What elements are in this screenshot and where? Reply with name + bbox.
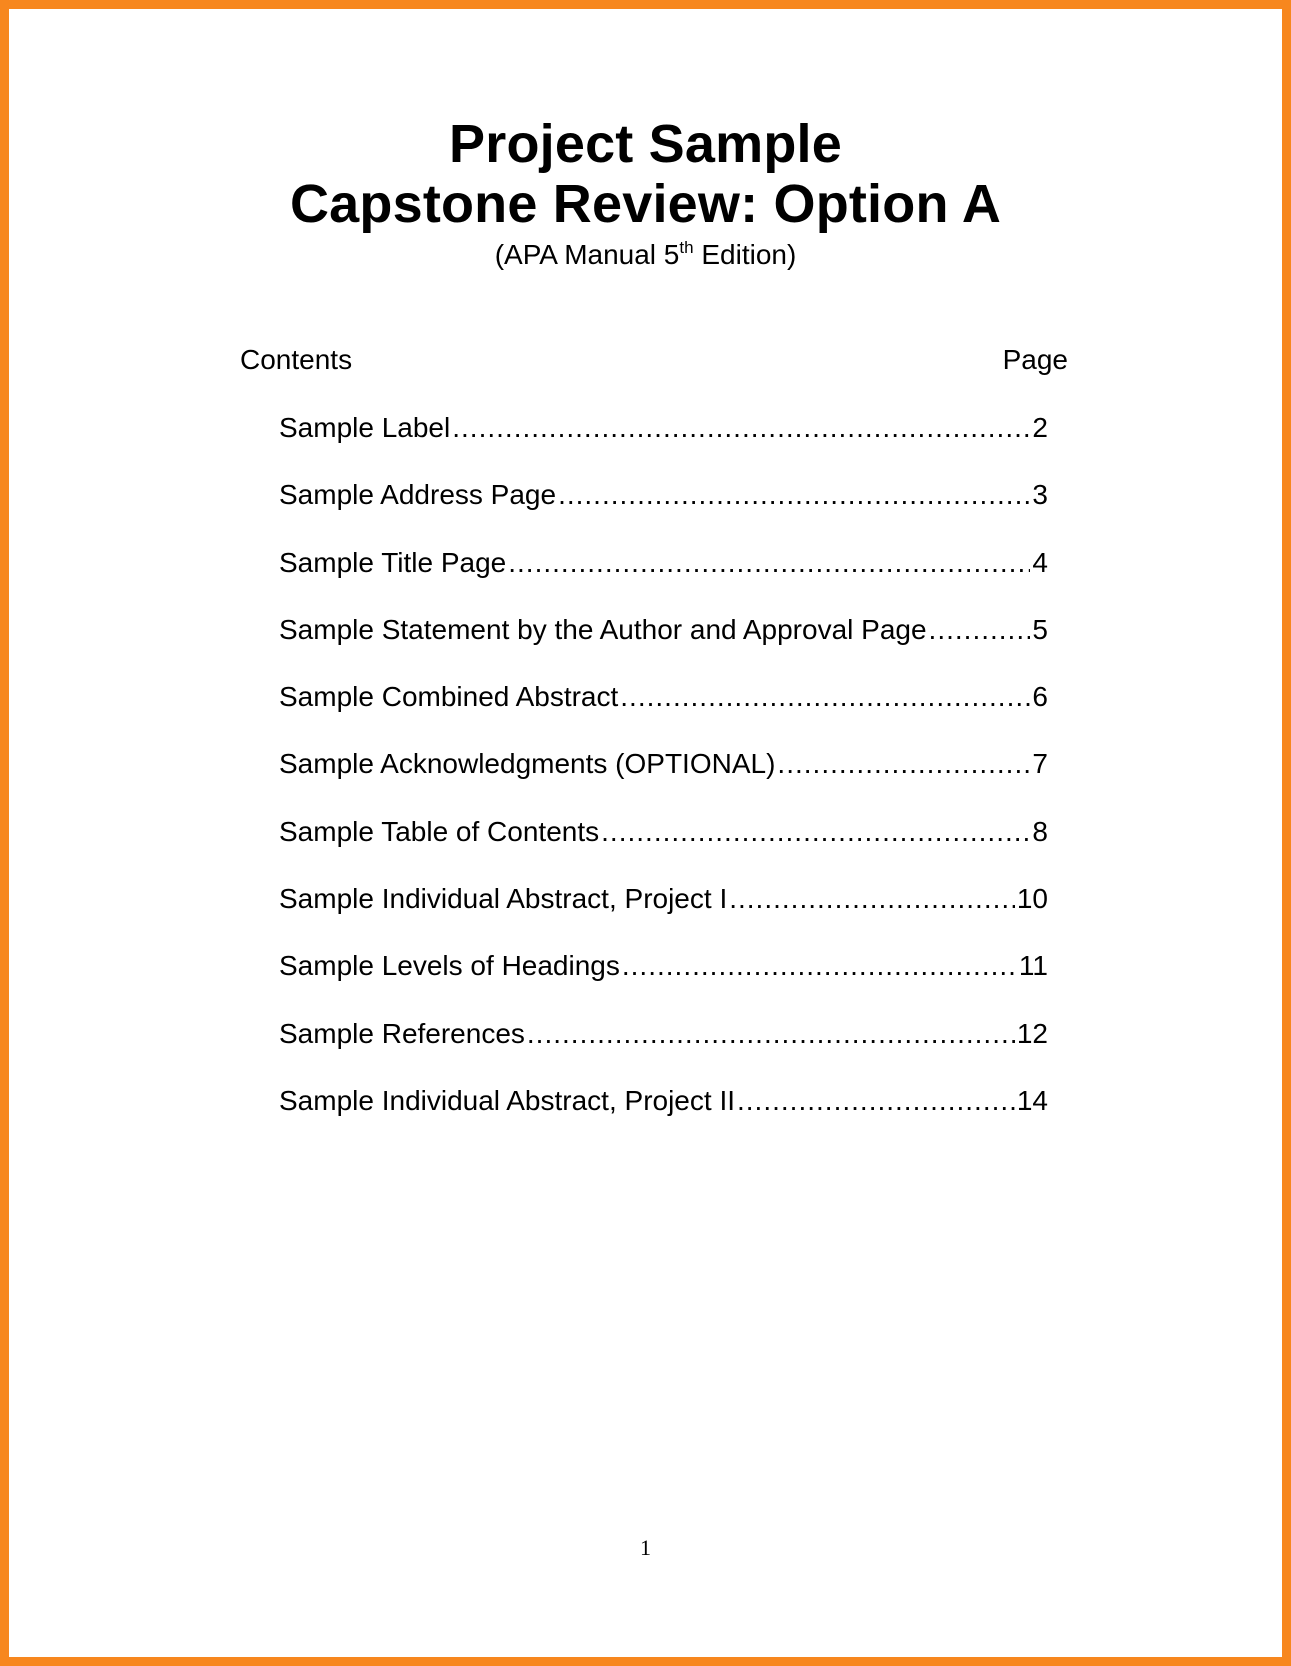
subtitle-suffix: Edition): [693, 239, 797, 270]
toc-entry-title: Sample Table of Contents: [279, 815, 600, 847]
toc-entry-page: 3: [1032, 479, 1048, 511]
toc-entry-title: Sample References: [279, 1017, 525, 1049]
toc-entry-page: 6: [1032, 681, 1048, 713]
subtitle-prefix: (APA Manual 5: [494, 239, 680, 270]
toc-entry-title: Sample Individual Abstract, Project I: [279, 883, 728, 915]
toc-entry-title: Sample Combined Abstract: [279, 681, 619, 713]
toc-dot-leader: [622, 949, 1017, 983]
toc-entry: [279, 747, 1048, 814]
toc-dot-leader: [508, 546, 1030, 580]
toc-entry-title: Sample Acknowledgments (OPTIONAL): [279, 748, 776, 780]
toc-entry: [279, 546, 1048, 613]
toc-entry-page: 14: [1016, 1084, 1048, 1116]
toc-dot-leader: [452, 411, 1030, 445]
toc-entry-page: 7: [1032, 748, 1048, 780]
toc-entry: [279, 478, 1048, 545]
document-title-line-1: Project Sample: [449, 114, 842, 174]
toc-dot-leader: [620, 680, 1030, 714]
toc-dot-leader: [777, 747, 1030, 781]
toc-entry-page: 11: [1018, 950, 1048, 982]
toc-entry-page: 8: [1032, 815, 1048, 847]
toc-dot-leader: [601, 815, 1030, 849]
toc-entry-title: Sample Levels of Headings: [279, 950, 620, 982]
toc-entry: [279, 1084, 1048, 1151]
toc-entry: [279, 411, 1048, 478]
toc-entry-page: 2: [1032, 412, 1048, 443]
document-subtitle: [9, 238, 1282, 272]
document-title-line-2: Capstone Review: Option A: [289, 174, 1002, 234]
toc-entry: [279, 613, 1048, 680]
contents-header: [240, 343, 1068, 377]
toc-entry: [279, 815, 1048, 882]
toc-entry: [279, 1017, 1048, 1084]
toc-entry-title: Sample Address Page: [279, 479, 557, 511]
toc-entry-page: 10: [1016, 883, 1048, 915]
toc-dot-leader: [558, 478, 1030, 512]
toc-entry-page: 12: [1016, 1017, 1048, 1049]
subtitle-superscript: th: [679, 238, 694, 257]
toc-entry: [279, 882, 1048, 949]
title-block: [9, 114, 1282, 272]
page-number: 1: [640, 1535, 651, 1560]
toc-entry-title: Sample Title Page: [279, 546, 507, 578]
toc-entry: [279, 949, 1048, 1016]
toc-dot-leader: [929, 613, 1031, 647]
toc-entry-title: Sample Statement by the Author and Approval Page: [279, 613, 927, 645]
toc-entry-title: Sample Label: [279, 412, 451, 443]
toc-entry-page: 4: [1032, 546, 1048, 578]
contents-label: Contents: [240, 344, 353, 375]
toc-dot-leader: [527, 1017, 1015, 1051]
page-column-label: Page: [1002, 344, 1068, 375]
toc-entry-title: Sample Individual Abstract, Project II: [279, 1084, 735, 1116]
table-of-contents: [279, 411, 1048, 1151]
toc-dot-leader: [729, 882, 1015, 916]
toc-dot-leader: [737, 1084, 1015, 1118]
toc-entry: [279, 680, 1048, 747]
toc-entry-page: 5: [1032, 613, 1048, 645]
